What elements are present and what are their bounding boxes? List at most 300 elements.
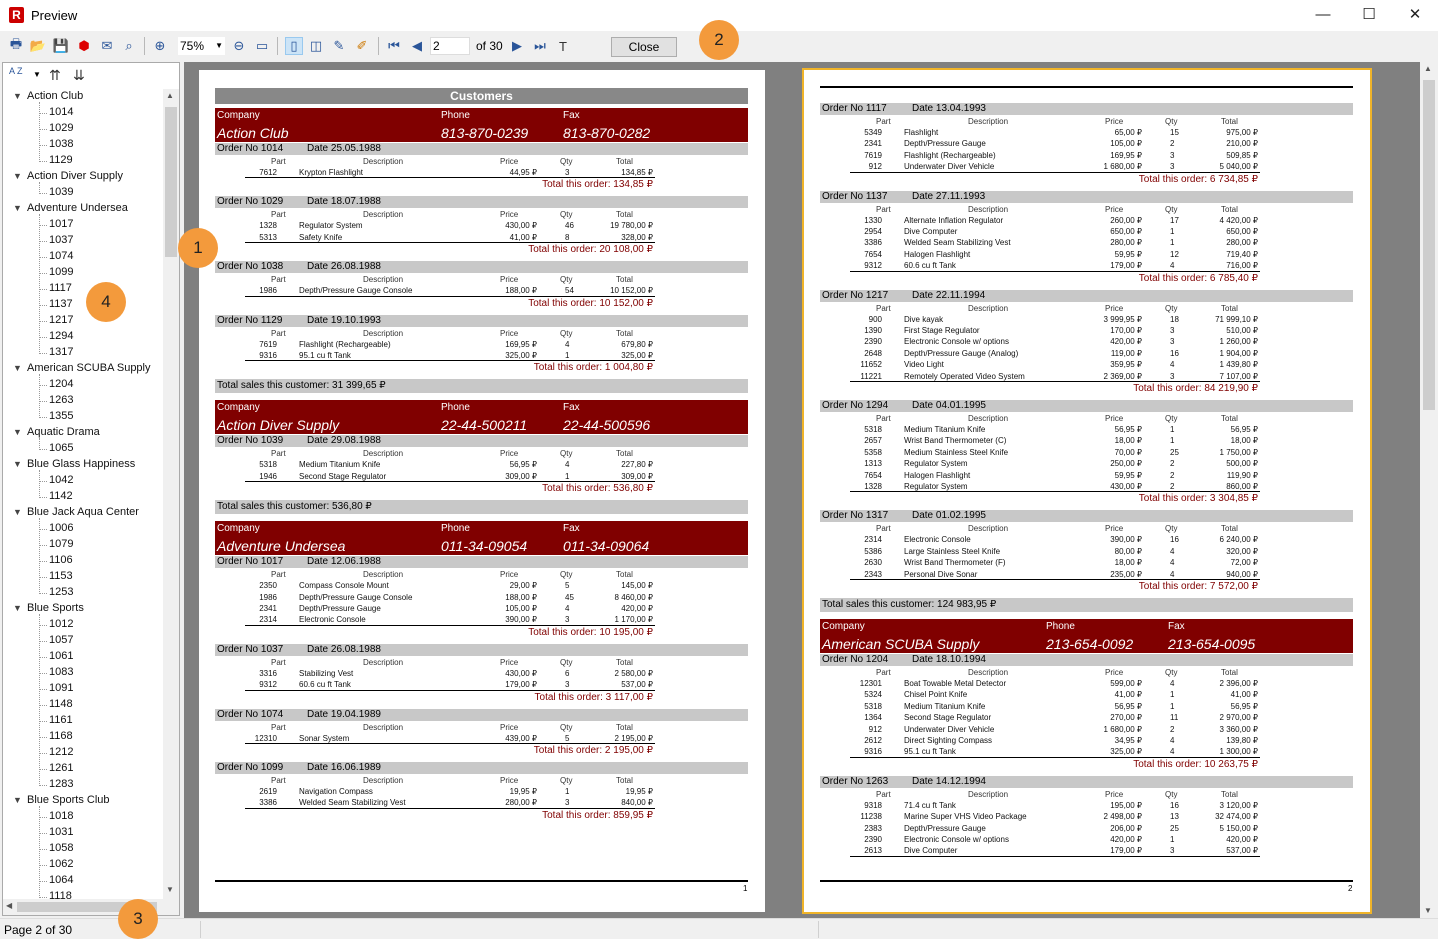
col-header-description: Description — [968, 524, 1009, 534]
last-page-icon[interactable]: ⏭ — [534, 38, 546, 53]
zoom-in-icon[interactable]: ⊕ — [154, 38, 166, 53]
tree-node-customer[interactable] — [13, 602, 84, 614]
item-qty: 2 — [1170, 724, 1175, 734]
item-qty: 2 — [1170, 482, 1175, 491]
tree-connector — [39, 273, 47, 274]
tree-node-order[interactable]: 1118 — [49, 890, 72, 899]
order-header — [820, 654, 1353, 666]
item-part: 7654 — [864, 249, 882, 259]
item-total: 7 107,00 ₽ — [1219, 371, 1258, 381]
tree-node-order[interactable]: 1204 — [49, 378, 74, 390]
tree-node-label: Blue Sports Club — [27, 794, 110, 806]
item-qty: 3 — [565, 168, 570, 177]
item-total: 716,00 ₽ — [1226, 261, 1258, 271]
tree-connector — [39, 641, 47, 642]
item-price: 56,95 ₽ — [509, 460, 537, 470]
col-header-description: Description — [968, 414, 1009, 423]
tree-node-order[interactable]: 1079 — [49, 538, 74, 550]
item-part: 2619 — [259, 787, 277, 796]
tree-node-customer[interactable] — [13, 170, 123, 182]
print-icon[interactable]: 🖶 — [9, 36, 23, 51]
tree-connector — [39, 113, 47, 114]
tree-node-order[interactable]: 1317 — [49, 346, 74, 358]
item-part: 3386 — [864, 238, 882, 248]
item-description: Remotely Operated Video System — [904, 371, 1025, 381]
item-price: 105,00 ₽ — [1110, 139, 1142, 149]
tree-expand-chevron-icon[interactable]: ▼ — [13, 459, 22, 469]
item-part: 2350 — [259, 581, 277, 591]
item-qty: 54 — [565, 286, 574, 296]
order-date-label: Date 27.11.1993 — [912, 190, 986, 202]
col-header-qty: Qty — [560, 275, 573, 285]
tree-expand-chevron-icon[interactable]: ▼ — [13, 427, 22, 437]
tree-connector — [39, 449, 47, 450]
item-price: 41,00 ₽ — [1114, 690, 1142, 700]
item-description: Safety Knife — [299, 232, 343, 242]
collapse-all-icon[interactable]: ⇊ — [73, 67, 85, 83]
item-total: 1 439,80 ₽ — [1219, 360, 1258, 370]
item-part: 3386 — [259, 798, 277, 808]
tree-node-order[interactable]: 1062 — [49, 858, 74, 870]
item-price: 44,95 ₽ — [509, 168, 537, 177]
tree-node-order[interactable]: 1142 — [49, 490, 73, 502]
customer-header — [215, 521, 748, 555]
order-date-label: Date 12.06.1988 — [307, 556, 381, 568]
tree-node-order[interactable]: 1038 — [49, 138, 74, 150]
zoom-out-icon[interactable]: ⊖ — [233, 38, 245, 53]
edit-page-icon[interactable]: ✐ — [356, 38, 368, 53]
item-total: 975,00 ₽ — [1226, 128, 1258, 137]
tree-node-order[interactable]: 1212 — [49, 746, 74, 758]
company-fax: 011-34-09064 — [563, 538, 650, 555]
item-qty: 17 — [1170, 215, 1179, 225]
item-part: 5349 — [864, 128, 882, 137]
item-total: 1 260,00 ₽ — [1219, 337, 1258, 347]
tree-node-order[interactable]: 1057 — [49, 634, 74, 646]
col-header-qty: Qty — [560, 210, 573, 220]
tree-node-customer[interactable] — [13, 458, 135, 470]
col-header-part: Part — [271, 449, 286, 459]
item-description: First Stage Regulator — [904, 326, 980, 335]
col-header-part: Part — [271, 275, 286, 285]
outline-panel: A Z ▼ ⇈ ⇊ ▼ Action Club 1014 1029 1038 1129 ▼ Action Diver Supply 1039 ▼ Adventure Undersea 1017 1037 1074 1099 1117 1137 1217 1294 1317 ▼ American SCUBA Supply 1204 1263 1355 ▼ Aquatic Drama 1065 ▼ Blue Glass Happiness 1042 1142 ▼ Blue Jack Aqua Center 1006 1079 1106 1153 1253 ▼ Blue Sports 1012 1057 1061 1083 1091 1148 1161 1168 1212 1261 1283 ▼ Blue Sports Club 1018 1031 1058 1062 1064 1118 ▲ ▼ ◀ — [2, 62, 180, 916]
item-price: 430,00 ₽ — [505, 668, 537, 678]
tree-connector — [39, 337, 47, 338]
zoom-select[interactable]: 75% ▼ — [180, 39, 223, 53]
prev-page-icon[interactable]: ◀ — [412, 38, 422, 53]
tree-node-order[interactable]: 1014 — [49, 106, 74, 118]
order-total: Total this order: 134,85 ₽ — [542, 179, 653, 191]
col-header-qty: Qty — [560, 328, 573, 338]
col-header-total: Total — [1221, 303, 1238, 313]
item-qty: 3 — [1170, 371, 1175, 381]
tree-node-order[interactable]: 1018 — [49, 810, 74, 822]
item-total: 940,00 ₽ — [1226, 569, 1258, 579]
tree-node-order[interactable]: 1261 — [49, 762, 74, 774]
item-total: 420,00 ₽ — [1226, 835, 1258, 844]
sort-dropdown-icon[interactable]: ▼ — [33, 70, 41, 79]
col-header-total: Total — [616, 657, 633, 667]
item-description: Second Stage Regulator — [904, 713, 992, 723]
save-icon[interactable]: 💾 — [52, 38, 70, 53]
single-page-icon[interactable]: ▯ — [285, 37, 303, 55]
col-header-description: Description — [363, 657, 404, 667]
tree-scroll-thumb[interactable] — [165, 107, 177, 257]
find-icon[interactable]: ⌕ — [125, 38, 133, 53]
tree-node-customer[interactable] — [13, 794, 110, 806]
item-part: 1986 — [259, 592, 277, 602]
item-part: 1364 — [864, 713, 882, 723]
item-qty: 1 — [565, 787, 570, 796]
order-total: Total this order: 3 304,85 ₽ — [1138, 493, 1258, 505]
item-price: 56,95 ₽ — [1114, 425, 1142, 434]
order-total: Total this order: 6 785,40 ₽ — [1138, 272, 1258, 284]
tree-node-order[interactable]: 1168 — [49, 730, 73, 742]
item-price: 80,00 ₽ — [1114, 546, 1142, 556]
tree-node-order[interactable]: 1029 — [49, 122, 74, 134]
col-header-qty: Qty — [560, 776, 573, 785]
col-header-total: Total — [1221, 414, 1238, 423]
item-qty: 25 — [1170, 823, 1179, 833]
item-total: 325,00 ₽ — [621, 351, 653, 360]
tree-connector — [39, 737, 47, 738]
col-header-description: Description — [363, 328, 404, 338]
item-qty: 46 — [565, 221, 574, 231]
item-price: 179,00 ₽ — [505, 680, 537, 690]
tree-connector — [39, 705, 47, 706]
close-button[interactable]: Close — [611, 37, 677, 57]
item-qty: 3 — [565, 680, 570, 690]
item-qty: 5 — [565, 733, 570, 743]
tree-node-order[interactable]: 1012 — [49, 618, 74, 630]
item-description: Wrist Band Thermometer (C) — [904, 436, 1007, 446]
item-qty: 3 — [565, 798, 570, 808]
item-total: 2 970,00 ₽ — [1219, 713, 1258, 723]
item-description: Halogen Flashlight — [904, 470, 971, 480]
order-header — [215, 762, 748, 774]
item-price: 18,00 ₽ — [1114, 558, 1142, 568]
tree-node-order[interactable]: 1074 — [49, 250, 74, 262]
tree-node-customer[interactable] — [13, 362, 151, 374]
preview-scroll-thumb[interactable] — [1423, 80, 1435, 410]
tree-connector — [39, 438, 40, 450]
tree-node-order[interactable]: 1137 — [49, 298, 73, 310]
tree-node-order[interactable]: 1217 — [49, 314, 74, 326]
item-qty: 18 — [1170, 314, 1179, 324]
col-header-description: Description — [363, 570, 404, 580]
item-qty: 4 — [1170, 679, 1175, 688]
item-price: 206,00 ₽ — [1110, 823, 1142, 833]
item-qty: 15 — [1170, 128, 1179, 137]
tree-node-order[interactable]: 1355 — [49, 410, 74, 422]
item-price: 2 498,00 ₽ — [1103, 812, 1142, 822]
tree-node-customer[interactable] — [13, 426, 100, 438]
item-part: 2648 — [864, 348, 882, 358]
tree-node-label: Aquatic Drama — [27, 426, 100, 438]
design-icon[interactable]: ✎ — [333, 38, 345, 53]
tree-node-order[interactable]: 1099 — [49, 266, 74, 278]
order-number-label: Order No 1217 — [822, 289, 889, 301]
tree-node-order[interactable]: 1129 — [49, 154, 73, 166]
item-description: Regulator System — [904, 482, 968, 491]
item-description: Electronic Console w/ options — [904, 835, 1009, 844]
item-qty: 3 — [1170, 846, 1175, 856]
tree-node-customer[interactable] — [13, 202, 128, 214]
item-description: Dive Computer — [904, 846, 958, 856]
tree-node-customer[interactable] — [13, 90, 83, 102]
col-header-description: Description — [363, 275, 404, 285]
tree-node-order[interactable]: 1148 — [49, 698, 73, 710]
tree-node-order[interactable]: 1091 — [49, 682, 74, 694]
col-header-price: Price — [1105, 524, 1124, 534]
pdf-export-icon[interactable]: ⬢ — [78, 38, 90, 53]
item-part: 9318 — [864, 800, 882, 810]
tree-expand-chevron-icon[interactable]: ▼ — [13, 795, 22, 805]
item-description: Marine Super VHS Video Package — [904, 812, 1027, 822]
tree-node-order[interactable]: 1106 — [49, 554, 73, 566]
col-header-total: Total — [1221, 524, 1238, 534]
item-qty: 45 — [565, 592, 574, 602]
item-description: 60.6 cu ft Tank — [904, 261, 956, 271]
sort-az-icon[interactable]: A Z — [9, 66, 23, 76]
text-format-icon[interactable]: T — [559, 38, 567, 54]
item-total: 537,00 ₽ — [621, 680, 653, 690]
tree-node-label: Adventure Undersea — [27, 202, 128, 214]
item-part: 5318 — [864, 425, 882, 434]
item-part: 2390 — [864, 835, 882, 844]
tree-expand-chevron-icon[interactable]: ▼ — [13, 91, 22, 101]
col-header-total: Total — [616, 275, 633, 285]
col-header-price: Price — [1105, 668, 1124, 677]
tree-node-order[interactable]: 1061 — [49, 650, 74, 662]
col-header-part: Part — [271, 157, 286, 166]
email-icon[interactable]: ✉ — [101, 38, 113, 53]
item-price: 18,00 ₽ — [1114, 436, 1142, 446]
tree-node-order[interactable]: 1058 — [49, 842, 74, 854]
order-header — [820, 400, 1353, 412]
tree-node-order[interactable]: 1064 — [49, 874, 74, 886]
open-folder-icon[interactable]: 📂 — [29, 38, 47, 53]
tree-connector — [39, 518, 40, 594]
col-header-part: Part — [271, 570, 286, 580]
tree-node-order[interactable]: 1263 — [49, 394, 74, 406]
order-header — [820, 103, 1353, 115]
col-header-price: Price — [500, 776, 519, 785]
item-part: 5386 — [864, 546, 882, 556]
item-description: Depth/Pressure Gauge (Analog) — [904, 348, 1019, 358]
col-header-description: Description — [363, 210, 404, 220]
customer-sales-total: Total sales this customer: 536,80 ₽ — [215, 500, 748, 514]
item-part: 2657 — [864, 436, 882, 446]
maximize-button[interactable]: ☐ — [1362, 6, 1376, 23]
col-header-total: Total — [1221, 789, 1238, 799]
tree-node-order[interactable]: 1065 — [49, 442, 74, 454]
item-qty: 16 — [1170, 348, 1179, 358]
order-total: Total this order: 20 108,00 ₽ — [528, 244, 653, 256]
item-price: 430,00 ₽ — [1110, 482, 1142, 491]
col-header-part: Part — [271, 776, 286, 785]
item-total: 56,95 ₽ — [1230, 701, 1258, 711]
col-header-total: Total — [1221, 668, 1238, 677]
col-header-total: Total — [616, 210, 633, 220]
items-underline — [850, 271, 1260, 272]
company-fax: 213-654-0095 — [1168, 636, 1256, 652]
outline-tree — [3, 89, 163, 899]
tree-connector — [39, 225, 47, 226]
item-description: 71.4 cu ft Tank — [904, 800, 956, 810]
tree-node-order[interactable]: 1017 — [49, 218, 74, 230]
tree-node-order[interactable]: 1283 — [49, 778, 74, 790]
item-price: 34,95 ₽ — [1114, 736, 1142, 745]
item-total: 134,85 ₽ — [621, 168, 653, 177]
col-header-total: Total — [616, 776, 633, 785]
item-qty: 2 — [1170, 139, 1175, 149]
tree-expand-chevron-icon[interactable]: ▼ — [13, 363, 22, 373]
order-number-label: Order No 1117 — [822, 103, 887, 114]
fax-label: Fax — [563, 402, 580, 414]
item-part: 5324 — [864, 690, 882, 700]
item-price: 1 680,00 ₽ — [1103, 162, 1142, 172]
callout-badge: 3 — [118, 899, 158, 939]
tree-node-order[interactable]: 1153 — [49, 570, 73, 582]
col-header-qty: Qty — [1165, 789, 1178, 799]
items-underline — [245, 360, 655, 361]
tree-node-order[interactable]: 1031 — [49, 826, 74, 838]
tree-node-order[interactable]: 1294 — [49, 330, 74, 342]
report-page-2 — [804, 70, 1370, 912]
page-number-input[interactable] — [430, 37, 470, 55]
item-part: 12310 — [254, 733, 277, 743]
customer-header — [215, 108, 748, 142]
tree-node-order[interactable]: 1042 — [49, 474, 74, 486]
tree-node-order[interactable]: 1117 — [49, 282, 72, 294]
order-date-label: Date 22.11.1994 — [912, 289, 986, 301]
tree-connector — [39, 769, 47, 770]
order-date-label: Date 25.05.1988 — [307, 143, 381, 154]
item-price: 179,00 ₽ — [1110, 846, 1142, 856]
col-header-description: Description — [968, 117, 1009, 126]
item-part: 9312 — [259, 680, 277, 690]
next-page-icon[interactable]: ▶ — [512, 38, 522, 53]
col-header-part: Part — [876, 117, 891, 126]
company-label: Company — [217, 402, 260, 414]
fax-label: Fax — [1168, 621, 1185, 632]
item-part: 1946 — [259, 471, 277, 481]
item-price: 390,00 ₽ — [505, 615, 537, 625]
first-page-icon[interactable]: ⏮ — [388, 38, 400, 53]
tree-node-order[interactable]: 1161 — [49, 714, 73, 726]
app-logo-icon: R — [9, 7, 24, 23]
col-header-price: Price — [500, 570, 519, 580]
item-total: 3 360,00 ₽ — [1219, 724, 1258, 734]
order-date-label: Date 29.08.1988 — [307, 435, 381, 447]
item-price: 359,95 ₽ — [1110, 360, 1142, 370]
order-header — [215, 196, 748, 208]
item-total: 32 474,00 ₽ — [1215, 812, 1258, 822]
order-total: Total this order: 1 004,80 ₽ — [533, 362, 653, 374]
item-qty: 1 — [1170, 238, 1175, 248]
report-page-1 — [199, 70, 765, 912]
item-price: 65,00 ₽ — [1114, 128, 1142, 137]
tree-expand-chevron-icon[interactable]: ▼ — [13, 603, 22, 613]
fit-page-icon[interactable]: ▭ — [255, 38, 269, 53]
order-number-label: Order No 1017 — [217, 556, 284, 568]
item-total: 6 240,00 ₽ — [1219, 535, 1258, 545]
tree-node-order[interactable]: 1083 — [49, 666, 74, 678]
tree-connector — [39, 374, 40, 418]
items-underline — [245, 296, 655, 297]
item-qty: 4 — [565, 460, 570, 470]
tree-expand-chevron-icon[interactable]: ▼ — [13, 171, 22, 181]
item-description: Welded Seam Stabilizing Vest — [904, 238, 1011, 248]
tree-node-order[interactable]: 1037 — [49, 234, 74, 246]
tree-connector — [39, 470, 40, 498]
item-part: 1330 — [864, 215, 882, 225]
col-header-qty: Qty — [560, 157, 573, 166]
customer-header — [820, 619, 1353, 653]
tree-connector — [39, 289, 47, 290]
item-price: 430,00 ₽ — [505, 221, 537, 231]
item-qty: 4 — [565, 339, 570, 349]
tree-node-customer[interactable] — [13, 506, 139, 518]
item-qty: 4 — [1170, 747, 1175, 757]
tree-connector — [39, 806, 40, 898]
tree-node-order[interactable]: 1039 — [49, 186, 74, 198]
col-header-total: Total — [1221, 204, 1238, 214]
tree-node-order[interactable]: 1006 — [49, 522, 74, 534]
order-total: Total this order: 10 195,00 ₽ — [528, 626, 653, 638]
item-part: 1328 — [864, 482, 882, 491]
tree-connector — [39, 865, 47, 866]
item-part: 5318 — [864, 701, 882, 711]
item-part: 1313 — [864, 459, 882, 469]
item-total: 860,00 ₽ — [1226, 482, 1258, 491]
item-price: 170,00 ₽ — [1110, 326, 1142, 335]
order-header — [820, 191, 1353, 203]
item-description: Second Stage Regulator — [299, 471, 387, 481]
item-qty: 1 — [1170, 227, 1175, 236]
order-number-label: Order No 1137 — [822, 190, 888, 202]
col-header-part: Part — [876, 204, 891, 214]
tree-connector — [39, 614, 40, 786]
col-header-description: Description — [363, 722, 404, 732]
col-header-price: Price — [1105, 117, 1124, 126]
items-underline — [245, 743, 655, 744]
phone-label: Phone — [441, 110, 470, 121]
minimize-button[interactable]: — — [1315, 6, 1331, 23]
col-header-part: Part — [876, 524, 891, 534]
order-date-label: Date 19.04.1989 — [307, 708, 381, 720]
expand-all-icon[interactable]: ⇈ — [49, 67, 61, 83]
col-header-part: Part — [271, 722, 286, 732]
outline-icon[interactable]: ◫ — [309, 38, 323, 53]
close-window-button[interactable]: ✕ — [1408, 6, 1422, 23]
tree-expand-chevron-icon[interactable]: ▼ — [13, 507, 22, 517]
item-description: Navigation Compass — [299, 787, 373, 796]
tree-expand-chevron-icon[interactable]: ▼ — [13, 203, 22, 213]
report-title: Customers — [215, 88, 748, 104]
col-header-price: Price — [1105, 414, 1124, 423]
col-header-qty: Qty — [560, 722, 573, 732]
order-date-label: Date 18.07.1988 — [307, 196, 381, 208]
item-price: 309,00 ₽ — [505, 471, 537, 481]
customer-header — [215, 400, 748, 434]
tree-node-order[interactable]: 1253 — [49, 586, 74, 598]
order-total: Total this order: 6 734,85 ₽ — [1138, 173, 1258, 185]
item-total: 1 170,00 ₽ — [614, 615, 653, 625]
tree-connector — [39, 385, 47, 386]
item-qty: 1 — [1170, 701, 1175, 711]
